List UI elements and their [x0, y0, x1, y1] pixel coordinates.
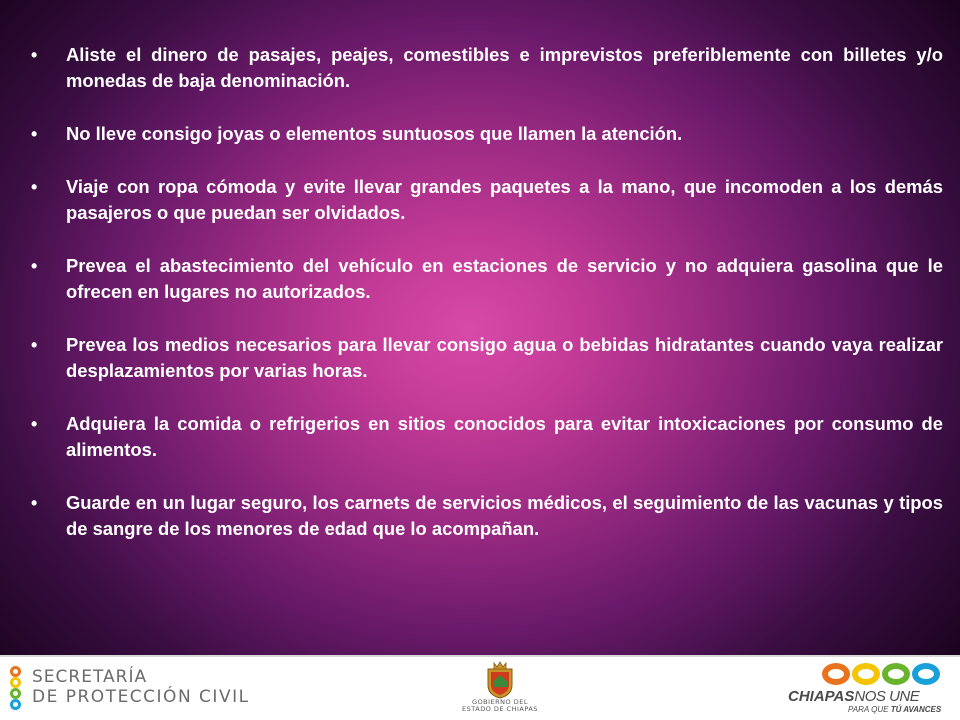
bullet-item — [31, 332, 943, 384]
bullet-dot-icon: • — [31, 124, 38, 144]
logo-ring-blue-icon — [10, 699, 21, 710]
gobierno-chiapas-logo — [440, 659, 560, 719]
estado-chiapas-label: ESTADO DE CHIAPAS — [462, 705, 538, 713]
coat-of-arms-icon — [482, 659, 518, 699]
footer-bar — [0, 655, 960, 720]
nos-une-word: NOS UNE — [854, 688, 920, 705]
brand-ring-orange-icon — [822, 663, 850, 685]
bullet-item — [31, 121, 943, 147]
bullet-text: Prevea los medios necesarios para llevar consigo agua o bebidas hidratantes cuando vaya realizar desplazamientos por varias horas. — [66, 334, 943, 381]
bullet-text: No lleve consigo joyas o elementos suntuosos que llamen la atención. — [66, 123, 683, 144]
logo-ring-green-icon — [10, 688, 21, 699]
bullet-dot-icon: • — [31, 256, 38, 276]
bullet-text: Adquiera la comida o refrigerios en sitios conocidos para evitar intoxicaciones por consumo de alimentos. — [66, 413, 943, 460]
bullet-item — [31, 411, 943, 463]
secretaria-label: SECRETARÍA — [32, 667, 148, 687]
bullet-text: Aliste el dinero de pasajes, peajes, comestibles e imprevistos preferiblemente con billetes y/o monedas de baja denominación. — [66, 44, 943, 91]
footer-divider — [0, 655, 960, 657]
slogan-prefix: PARA QUE — [848, 705, 891, 714]
brand-ring-green-icon — [882, 663, 910, 685]
chiapas-nos-une-logo — [788, 663, 952, 717]
gobierno-label: GOBIERNO DEL — [472, 698, 528, 706]
bullet-dot-icon: • — [31, 45, 38, 65]
bullet-item — [31, 490, 943, 542]
bullet-text: Viaje con ropa cómoda y evite llevar grandes paquetes a la mano, que incomoden a los demás pasajeros o que puedan ser olvidados. — [66, 176, 943, 223]
bullet-list — [31, 42, 943, 569]
brand-ring-yellow-icon — [852, 663, 880, 685]
brand-ring-blue-icon — [912, 663, 940, 685]
bullet-item — [31, 42, 943, 94]
secretaria-proteccion-civil-logo — [10, 664, 280, 714]
bullet-dot-icon: • — [31, 335, 38, 355]
bullet-dot-icon: • — [31, 414, 38, 434]
bullet-item — [31, 174, 943, 226]
bullet-dot-icon: • — [31, 177, 38, 197]
chiapas-brand-text — [788, 688, 919, 705]
logo-ring-yellow-icon — [10, 677, 21, 688]
bullet-item — [31, 253, 943, 305]
proteccion-civil-label: DE PROTECCIÓN CIVIL — [32, 687, 250, 707]
bullet-text: Guarde en un lugar seguro, los carnets de servicios médicos, el seguimiento de las vacunas y tipos de sangre de los menores de edad que lo acompañan. — [66, 492, 943, 539]
logo-ring-orange-icon — [10, 666, 21, 677]
slogan-emphasis: TÚ AVANCES — [890, 705, 942, 714]
bullet-dot-icon: • — [31, 493, 38, 513]
chiapas-word: CHIAPAS — [788, 688, 855, 705]
bullet-text: Prevea el abastecimiento del vehículo en estaciones de servicio y no adquiera gasolina que le ofrecen en lugares no autorizados. — [66, 255, 943, 302]
chiapas-slogan — [848, 705, 941, 714]
